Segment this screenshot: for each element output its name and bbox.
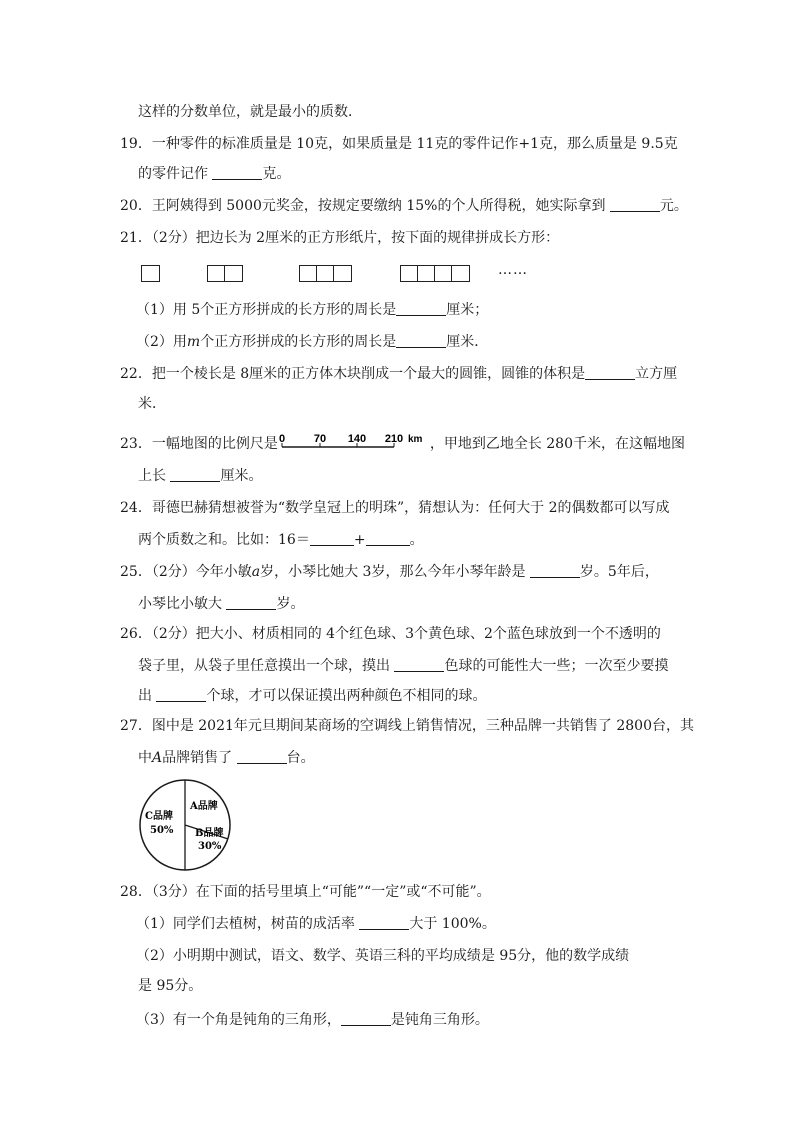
answer-blank[interactable] [396,301,446,316]
rectangle-4-squares [400,265,470,282]
answer-blank[interactable] [237,749,287,764]
rectangle-2-squares [207,265,243,282]
q22-line1: 22．把一个棱长是 8厘米的正方体木块削成一个最大的圆锥，圆锥的体积是 立方厘 [120,366,678,382]
q28-title: 28．（3分）在下面的括号里填上“可能”“一定”或“不可能”。 [120,884,491,900]
sales-pie-chart [138,778,238,874]
answer-blank[interactable] [341,1011,391,1026]
ellipsis: …… [498,262,528,278]
q26-line3: 出 个球，才可以保证摸出两种颜色不相同的球。 [138,688,487,704]
pie-label-b-percent: 30% [198,841,222,852]
q20: 20．王阿姨得到 5000元奖金，按规定要缴纳 15%的个人所得税，她实际拿到 元。 [120,198,688,214]
q26-line1: 26．（2分）把大小、材质相同的 4个红色球、3个黄色球、2个蓝色球放到一个不透明的 [120,626,661,642]
q18-continuation: 这样的分数单位，就是最小的质数． [138,104,362,120]
q24-line1: 24．哥德巴赫猜想被誉为“数学皇冠上的明珠”，猜想认为：任何大于 2的偶数都可以写成 [120,500,670,516]
q19-line1: 19．一种零件的标准质量是 10克，如果质量是 11克的零件记作+1克，那么质量是 9.5克 [120,136,678,152]
answer-blank[interactable] [610,197,660,212]
answer-blank[interactable] [226,595,276,610]
pie-label-c: C品牌 [145,811,173,822]
q28-sub3: （3）有一个角是钝角的三角形， 是钝角三角形。 [136,1012,489,1028]
answer-blank[interactable] [359,915,409,930]
q25-line2: 小琴比小敏大 岁。 [138,596,305,612]
q21-sub2: （2）用m个正方形拼成的长方形的周长是 厘米． [136,334,489,350]
q23-line1: 23．一幅地图的比例尺是 0 70 140 210 km ，甲地到乙地全长 280千米，在这幅地图 [120,433,685,452]
q27-line2: 中A品牌销售了 台。 [138,750,315,766]
answer-blank[interactable] [530,563,580,578]
answer-blank[interactable] [585,365,635,380]
q25-line1: 25．（2分）今年小敏a岁，小琴比她大 3岁，那么今年小琴年龄是 岁。5年后， [120,564,659,580]
pie-label-c-percent: 50% [150,825,174,836]
q28-sub1: （1）同学们去植树，树苗的成活率 大于 100%。 [136,916,496,932]
scale-tick-label: 0 [278,433,285,445]
answer-blank[interactable] [156,687,206,702]
answer-blank[interactable] [366,531,410,546]
answer-blank[interactable] [170,467,220,482]
q21-title: 21．（2分）把边长为 2厘米的正方形纸片，按下面的规律拼成长方形： [120,230,560,246]
q28-sub2-line1: （2）小明期中测试，语文、数学、英语三科的平均成绩是 95分，他的数学成绩 [136,948,630,964]
q22-line2: 米． [138,396,166,412]
rectangle-1-square [141,265,160,282]
answer-blank[interactable] [396,333,446,348]
answer-blank[interactable] [310,531,354,546]
q19-line2: 的零件记作 克。 [138,166,291,182]
scale-bar [278,432,430,454]
q23-line2: 上长 厘米。 [138,468,263,484]
scale-unit: km [407,434,423,445]
q27-line1: 27．图中是 2021年元旦期间某商场的空调线上销售情况，三种品牌一共销售了 2800台，其 [120,718,694,734]
scale-tick-label: 210 [384,433,404,445]
pie-label-a: A品牌 [190,801,218,812]
scale-tick-label: 70 [313,433,326,445]
q21-sub1: （1）用 5个正方形拼成的长方形的周长是 厘米； [136,302,489,318]
answer-blank[interactable] [212,165,262,180]
q24-line2: 两个质数之和。比如：16＝ + 。 [138,532,424,548]
scale-tick-label: 140 [347,433,367,445]
answer-blank[interactable] [394,657,444,672]
q28-sub2-line2: 是 95分。 [138,978,203,994]
q26-line2: 袋子里，从袋子里任意摸出一个球，摸出 色球的可能性大一些；一次至少要摸 [138,658,669,674]
rectangle-3-squares [299,265,352,282]
pie-label-b: B品牌 [195,828,224,839]
